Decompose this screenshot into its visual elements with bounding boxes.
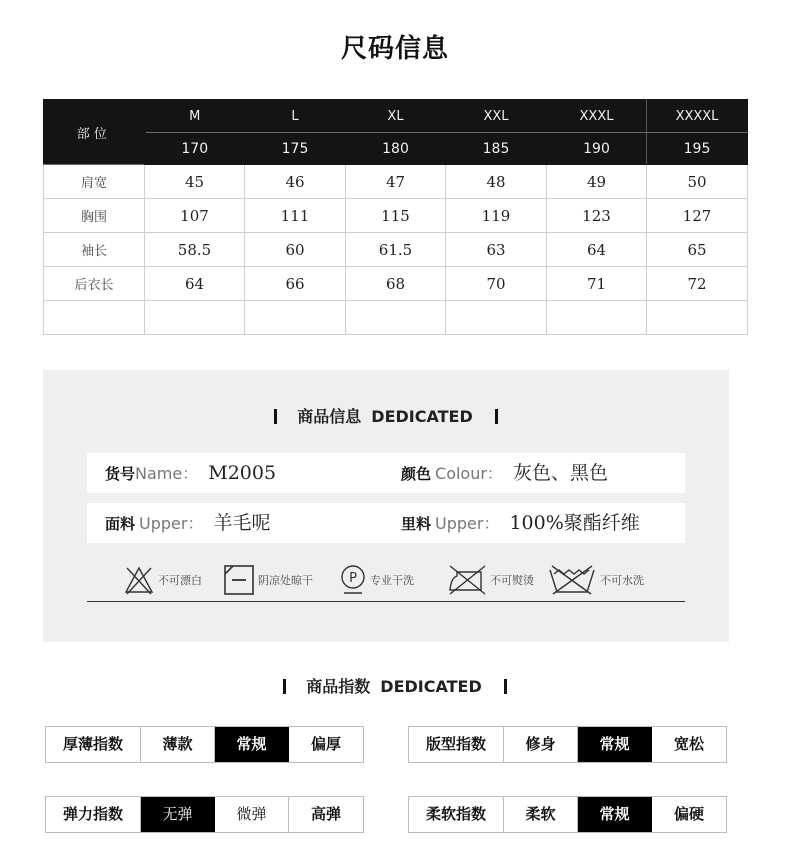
size-table	[43, 99, 748, 335]
index-option-regular-selected: 常规	[578, 797, 652, 832]
table-cell: 46	[245, 165, 346, 199]
care-label: 不可漂白	[158, 574, 202, 587]
field-key: 里料	[401, 515, 432, 533]
table-row-empty	[44, 301, 748, 335]
size-col-xxxl: XXXL	[547, 100, 647, 133]
row-label: 后衣长	[44, 267, 145, 301]
index-option-no-stretch-selected: 无弹	[141, 797, 215, 832]
no-wash-icon	[547, 564, 597, 596]
table-cell	[647, 301, 748, 335]
table-cell: 49	[547, 165, 647, 199]
table-cell: 119	[446, 199, 547, 233]
index-label: 厚薄指数	[46, 727, 141, 762]
no-bleach-icon	[123, 564, 155, 596]
page-title: 尺码信息	[340, 34, 449, 64]
table-row-back-length	[44, 267, 748, 301]
professional-dry-clean-icon	[339, 564, 367, 596]
care-item-dry-clean	[339, 564, 414, 596]
heading-bar-right	[495, 409, 498, 424]
index-option-thin: 薄款	[141, 727, 215, 762]
size-col-m: M	[145, 100, 245, 133]
height-cell: 175	[245, 133, 346, 165]
size-col-xxxxl: XXXXL	[647, 100, 748, 133]
field-value: 灰色、黑色	[512, 462, 608, 484]
table-cell: 45	[145, 165, 245, 199]
table-cell: 65	[647, 233, 748, 267]
table-row-chest	[44, 199, 748, 233]
table-cell: 47	[346, 165, 446, 199]
index-option-thick: 偏厚	[310, 735, 341, 753]
index-option-slim: 修身	[504, 727, 578, 762]
table-cell: 71	[547, 267, 647, 301]
heading-bar-left	[283, 679, 286, 694]
table-cell: 64	[547, 233, 647, 267]
field-key-en: Colour：	[435, 464, 503, 483]
table-cell: 50	[647, 165, 748, 199]
info-row-2	[87, 503, 685, 543]
index-option-stiff: 偏硬	[673, 805, 704, 823]
height-cell: 195	[647, 133, 748, 165]
care-label: 不可熨烫	[490, 574, 534, 587]
table-cell	[547, 301, 647, 335]
table-cell: 68	[346, 267, 446, 301]
size-col-l: L	[245, 100, 346, 133]
info-field-lining	[401, 503, 640, 543]
index-label: 弹力指数	[46, 797, 141, 832]
row-label: 胸围	[44, 199, 145, 233]
field-key: 货号	[105, 465, 136, 483]
index-option-soft: 柔软	[504, 797, 578, 832]
table-cell: 63	[446, 233, 547, 267]
field-value: 羊毛呢	[213, 512, 271, 534]
field-value: 100%聚酯纤维	[509, 512, 640, 534]
row-label	[44, 301, 145, 335]
heading-cn: 商品指数	[306, 677, 371, 696]
info-field-colour	[401, 453, 608, 493]
index-fit	[408, 726, 727, 763]
height-cell: 170	[145, 133, 245, 165]
table-cell: 60	[245, 233, 346, 267]
index-elasticity	[45, 796, 364, 833]
no-iron-icon	[447, 564, 487, 596]
care-label: 专业干洗	[370, 574, 414, 587]
care-item-no-iron	[447, 564, 534, 596]
index-option-slight-stretch: 微弹	[215, 797, 289, 832]
field-key: 颜色	[401, 465, 432, 483]
table-cell	[145, 301, 245, 335]
product-info-heading	[43, 404, 729, 427]
field-key: 面料	[105, 515, 136, 533]
product-info-panel	[43, 370, 729, 642]
index-option-high-stretch: 高弹	[310, 805, 341, 823]
row-label: 袖长	[44, 233, 145, 267]
index-option-loose: 宽松	[673, 735, 704, 753]
height-cell: 185	[446, 133, 547, 165]
table-row-shoulder	[44, 165, 748, 199]
index-option-regular-selected: 常规	[578, 727, 652, 762]
index-label: 柔软指数	[409, 797, 504, 832]
row-label: 肩宽	[44, 165, 145, 199]
table-cell: 66	[245, 267, 346, 301]
care-label: 不可水洗	[600, 574, 644, 587]
table-cell	[245, 301, 346, 335]
table-cell: 72	[647, 267, 748, 301]
corner-label: 部位	[44, 100, 145, 165]
index-thickness	[45, 726, 364, 763]
height-cell: 190	[547, 133, 647, 165]
dry-in-shade-icon	[223, 564, 255, 596]
table-cell: 70	[446, 267, 547, 301]
info-row-1	[87, 453, 685, 493]
care-label: 阴凉处晾干	[258, 574, 313, 587]
table-cell	[446, 301, 547, 335]
table-cell: 61.5	[346, 233, 446, 267]
heading-en: DEDICATED	[380, 677, 482, 696]
heading-bar-right	[504, 679, 507, 694]
info-field-upper	[105, 503, 270, 543]
care-item-no-bleach	[123, 564, 202, 596]
index-label: 版型指数	[409, 727, 504, 762]
svg-text:P: P	[349, 571, 357, 586]
field-key-en: Name：	[135, 464, 199, 483]
heading-bar-left	[274, 409, 277, 424]
table-cell: 127	[647, 199, 748, 233]
table-cell: 123	[547, 199, 647, 233]
product-index-heading	[0, 674, 790, 697]
care-item-dry-shade	[223, 564, 313, 596]
size-header-row	[44, 100, 748, 133]
table-cell: 111	[245, 199, 346, 233]
table-row-sleeve	[44, 233, 748, 267]
size-col-xl: XL	[346, 100, 446, 133]
heading-en: DEDICATED	[371, 407, 473, 426]
table-cell	[346, 301, 446, 335]
heading-cn: 商品信息	[297, 407, 362, 426]
table-cell: 115	[346, 199, 446, 233]
height-header-row	[44, 133, 748, 165]
index-option-regular-selected: 常规	[215, 727, 289, 762]
field-key-en: Upper：	[139, 514, 204, 533]
table-cell: 58.5	[145, 233, 245, 267]
info-field-name	[105, 453, 276, 493]
table-cell: 48	[446, 165, 547, 199]
index-softness	[408, 796, 727, 833]
field-key-en: Upper：	[435, 514, 500, 533]
size-col-xxl: XXL	[446, 100, 547, 133]
care-item-no-wash	[547, 564, 644, 596]
table-cell: 107	[145, 199, 245, 233]
height-cell: 180	[346, 133, 446, 165]
table-cell: 64	[145, 267, 245, 301]
field-value: M2005	[208, 462, 277, 484]
care-instructions	[87, 560, 685, 602]
